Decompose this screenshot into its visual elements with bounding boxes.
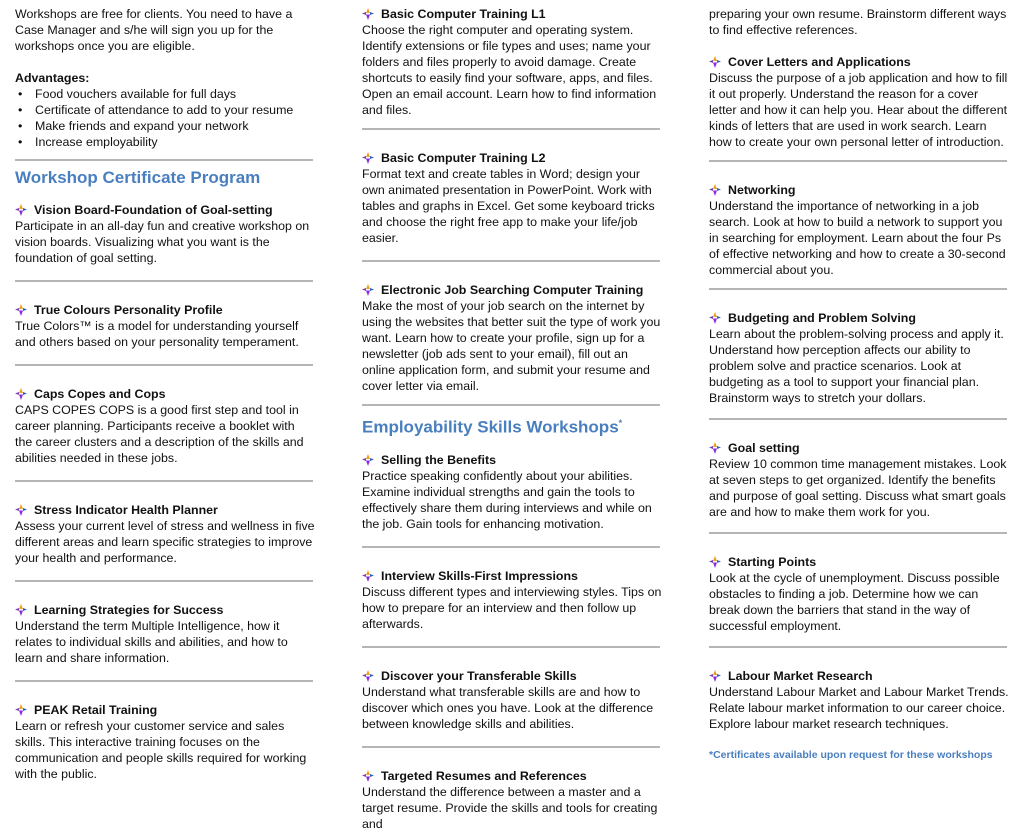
workshop-description: Understand Labour Market and Labour Market Trends. Relate labour market information to our career choice. Explore labour market research techniques. xyxy=(709,685,1009,731)
intro-text: Workshops are free for clients. You need to have a Case Manager and s/he will sign you up for the workshops once you are eligible. xyxy=(15,7,293,53)
divider xyxy=(15,680,313,682)
divider xyxy=(709,532,1007,534)
workshop-description: Understand the difference between a master and a target resume. Provide the skills and tools for creating and xyxy=(362,784,658,831)
list-item xyxy=(15,134,315,150)
workshop-item xyxy=(15,386,315,466)
continued-text: preparing your own resume. Brainstorm different ways to find effective references. xyxy=(709,7,1007,37)
divider xyxy=(15,580,313,582)
workshop-item xyxy=(709,554,1009,634)
workshop-title: Basic Computer Training L2 xyxy=(362,150,662,166)
section-title-certificate: Workshop Certificate Program xyxy=(15,168,261,187)
workshop-title: Budgeting and Problem Solving xyxy=(709,310,1009,326)
workshop-item xyxy=(362,6,662,118)
list-item xyxy=(15,102,315,118)
workshop-title: Electronic Job Searching Computer Training xyxy=(362,282,662,298)
four-arrow-icon xyxy=(362,284,374,296)
bullet-icon: • xyxy=(18,87,23,101)
four-arrow-icon xyxy=(709,184,721,196)
divider xyxy=(362,746,660,748)
workshop-item xyxy=(709,310,1009,406)
four-arrow-icon xyxy=(709,670,721,682)
workshop-description: Understand the term Multiple Intelligence, how it relates to individual skills and abilities, and how to learn and share information. xyxy=(15,619,288,665)
workshop-title: Interview Skills-First Impressions xyxy=(362,568,662,584)
workshop-item xyxy=(709,182,1009,278)
workshop-description: Choose the right computer and operating system. Identify extensions or file types and uses; name your folders and files properly to avoid damage. Create shortcuts to easily find your software, apps, and files. Open an email account. Learn how to find information and files. xyxy=(362,23,657,117)
advantages-list xyxy=(15,86,315,150)
section-title-employability: Employability Skills Workshops* xyxy=(362,417,623,437)
divider xyxy=(709,160,1007,162)
divider xyxy=(362,128,660,130)
workshop-title: True Colours Personality Profile xyxy=(15,302,315,318)
workshop-title: Labour Market Research xyxy=(709,668,1009,684)
bullet-icon: • xyxy=(18,103,23,117)
workshop-description: True Colors™ is a model for understanding yourself and others based on your personality temperament. xyxy=(15,319,299,349)
workshop-description: Understand what transferable skills are and how to discover which ones you have. Look at the difference between knowledge skills and abilities. xyxy=(362,684,654,731)
list-item xyxy=(15,86,315,102)
workshop-title: Caps Copes and Cops xyxy=(15,386,315,402)
advantage-text: Increase employability xyxy=(35,135,158,149)
divider xyxy=(709,418,1007,420)
four-arrow-icon xyxy=(709,312,721,324)
workshop-item xyxy=(15,602,315,666)
workshop-description: Participate in an all-day fun and creative workshop on vision boards. Visualizing what you want is the foundation of goal setting. xyxy=(15,219,310,265)
workshop-title: Targeted Resumes and References xyxy=(362,768,662,784)
workshop-title: Learning Strategies for Success xyxy=(15,602,315,618)
divider xyxy=(709,288,1007,290)
advantage-text: Food vouchers available for full days xyxy=(35,87,237,101)
divider xyxy=(15,159,313,161)
workshop-title: Selling the Benefits xyxy=(362,452,662,468)
divider xyxy=(15,480,313,482)
advantage-text: Make friends and expand your network xyxy=(35,119,249,133)
four-arrow-icon xyxy=(362,570,374,582)
workshop-description: Format text and create tables in Word; design your own animated presentation in PowerPoint. Work with tables and graphs in Excel. Get some keyboard tricks and choose the right free app to make your life/job easier. xyxy=(362,167,655,245)
column-1 xyxy=(15,0,315,782)
workshop-description: CAPS COPES COPS is a good first step and tool in career planning. Participants receive a booklet with the career clusters and a description of the skills and abilities needed in these jobs. xyxy=(15,403,304,465)
workshop-item xyxy=(362,668,662,732)
list-item xyxy=(15,118,315,134)
divider xyxy=(362,646,660,648)
workshop-description: Learn about the problem-solving process and apply it. Understand how perception affects our ability to problem solve and practice scenarios. Look at budgeting as a tool to support your financial plan. Brainstorm ways to stretch your dollars. xyxy=(709,327,1004,405)
column-3 xyxy=(709,0,1009,762)
four-arrow-icon xyxy=(15,604,27,616)
advantages-title: Advantages: xyxy=(15,71,90,85)
four-arrow-icon xyxy=(709,442,721,454)
workshop-item xyxy=(15,502,315,566)
workshop-item xyxy=(15,702,315,782)
workshop-description: Discuss different types and interviewing styles. Tips on how to prepare for an interview and then follow up afterwards. xyxy=(362,584,662,631)
workshop-description: Discuss the purpose of a job application and how to fill it out properly. Understand the reason for a cover letter and how it can help you. Hear about the different kinds of letters that are used in work search. Learn how to create your own personal letter of introduction. xyxy=(709,71,1008,149)
workshop-description: Make the most of your job search on the internet by using the websites that better suit the type of work you want. Learn how to create your profile, sign up for a newsletter (job ads sent to your email), fill out an online application form, and submit your resume and cover letter via email. xyxy=(362,299,661,393)
four-arrow-icon xyxy=(709,556,721,568)
four-arrow-icon xyxy=(362,152,374,164)
four-arrow-icon xyxy=(362,8,374,20)
workshop-title: Goal setting xyxy=(709,440,1009,456)
workshop-item xyxy=(15,202,315,266)
workshop-item xyxy=(362,768,662,832)
column-2 xyxy=(362,0,662,832)
divider xyxy=(15,364,313,366)
bullet-icon: • xyxy=(18,135,23,149)
workshop-title: Stress Indicator Health Planner xyxy=(15,502,315,518)
workshop-title: Vision Board-Foundation of Goal-setting xyxy=(15,202,315,218)
bullet-icon: • xyxy=(18,119,23,133)
divider xyxy=(709,646,1007,648)
four-arrow-icon xyxy=(15,704,27,716)
workshop-item xyxy=(709,54,1009,150)
divider xyxy=(362,260,660,262)
workshop-item xyxy=(362,150,662,246)
workshop-description: Learn or refresh your customer service and sales skills. This interactive training focuses on the communication and people skills required for working with the public. xyxy=(15,719,307,781)
workshop-title: Networking xyxy=(709,182,1009,198)
workshop-description: Look at the cycle of unemployment. Discuss possible obstacles to finding a job. Determine how we can break down the barriers that stand in the way of successful employment. xyxy=(709,571,1000,633)
spacer xyxy=(15,54,315,70)
workshop-title: Starting Points xyxy=(709,554,1009,570)
four-arrow-icon xyxy=(709,56,721,68)
four-arrow-icon xyxy=(362,770,374,782)
four-arrow-icon xyxy=(15,204,27,216)
workshop-item xyxy=(362,568,662,632)
four-arrow-icon xyxy=(15,504,27,516)
four-arrow-icon xyxy=(362,670,374,682)
workshop-item xyxy=(362,282,662,394)
four-arrow-icon xyxy=(362,454,374,466)
workshop-item xyxy=(15,302,315,350)
divider xyxy=(15,280,313,282)
workshop-title: PEAK Retail Training xyxy=(15,702,315,718)
four-arrow-icon xyxy=(15,388,27,400)
workshop-title: Discover your Transferable Skills xyxy=(362,668,662,684)
divider xyxy=(362,404,660,406)
workshop-item xyxy=(362,452,662,532)
four-arrow-icon xyxy=(15,304,27,316)
footnote-marker: * xyxy=(618,418,623,428)
workshop-description: Review 10 common time management mistakes. Look at seven steps to get organized. Identify the benefits and purpose of goal setting. Discuss what smart goals are and how to make them work for you. xyxy=(709,457,1007,519)
workshop-description: Assess your current level of stress and wellness in five different areas and learn specific strategies to improve your health and performance. xyxy=(15,519,315,565)
workshop-title: Cover Letters and Applications xyxy=(709,54,1009,70)
advantage-text: Certificate of attendance to add to your resume xyxy=(35,103,294,117)
workshop-item xyxy=(709,668,1009,732)
workshop-item xyxy=(709,440,1009,520)
workshop-description: Understand the importance of networking in a job search. Look at how to build a network to support you in searching for employment. Learn about the four Ps of effective networking and how to create a 30-second commercial about you. xyxy=(709,199,1006,277)
divider xyxy=(362,546,660,548)
workshop-title: Basic Computer Training L1 xyxy=(362,6,662,22)
certificates-footnote: *Certificates available upon request for these workshops xyxy=(709,749,993,761)
workshop-description: Practice speaking confidently about your abilities. Examine individual strengths and gain the tools to effectively share them during interviews and while on the job. Gain tools for enhancing motivation. xyxy=(362,468,652,531)
